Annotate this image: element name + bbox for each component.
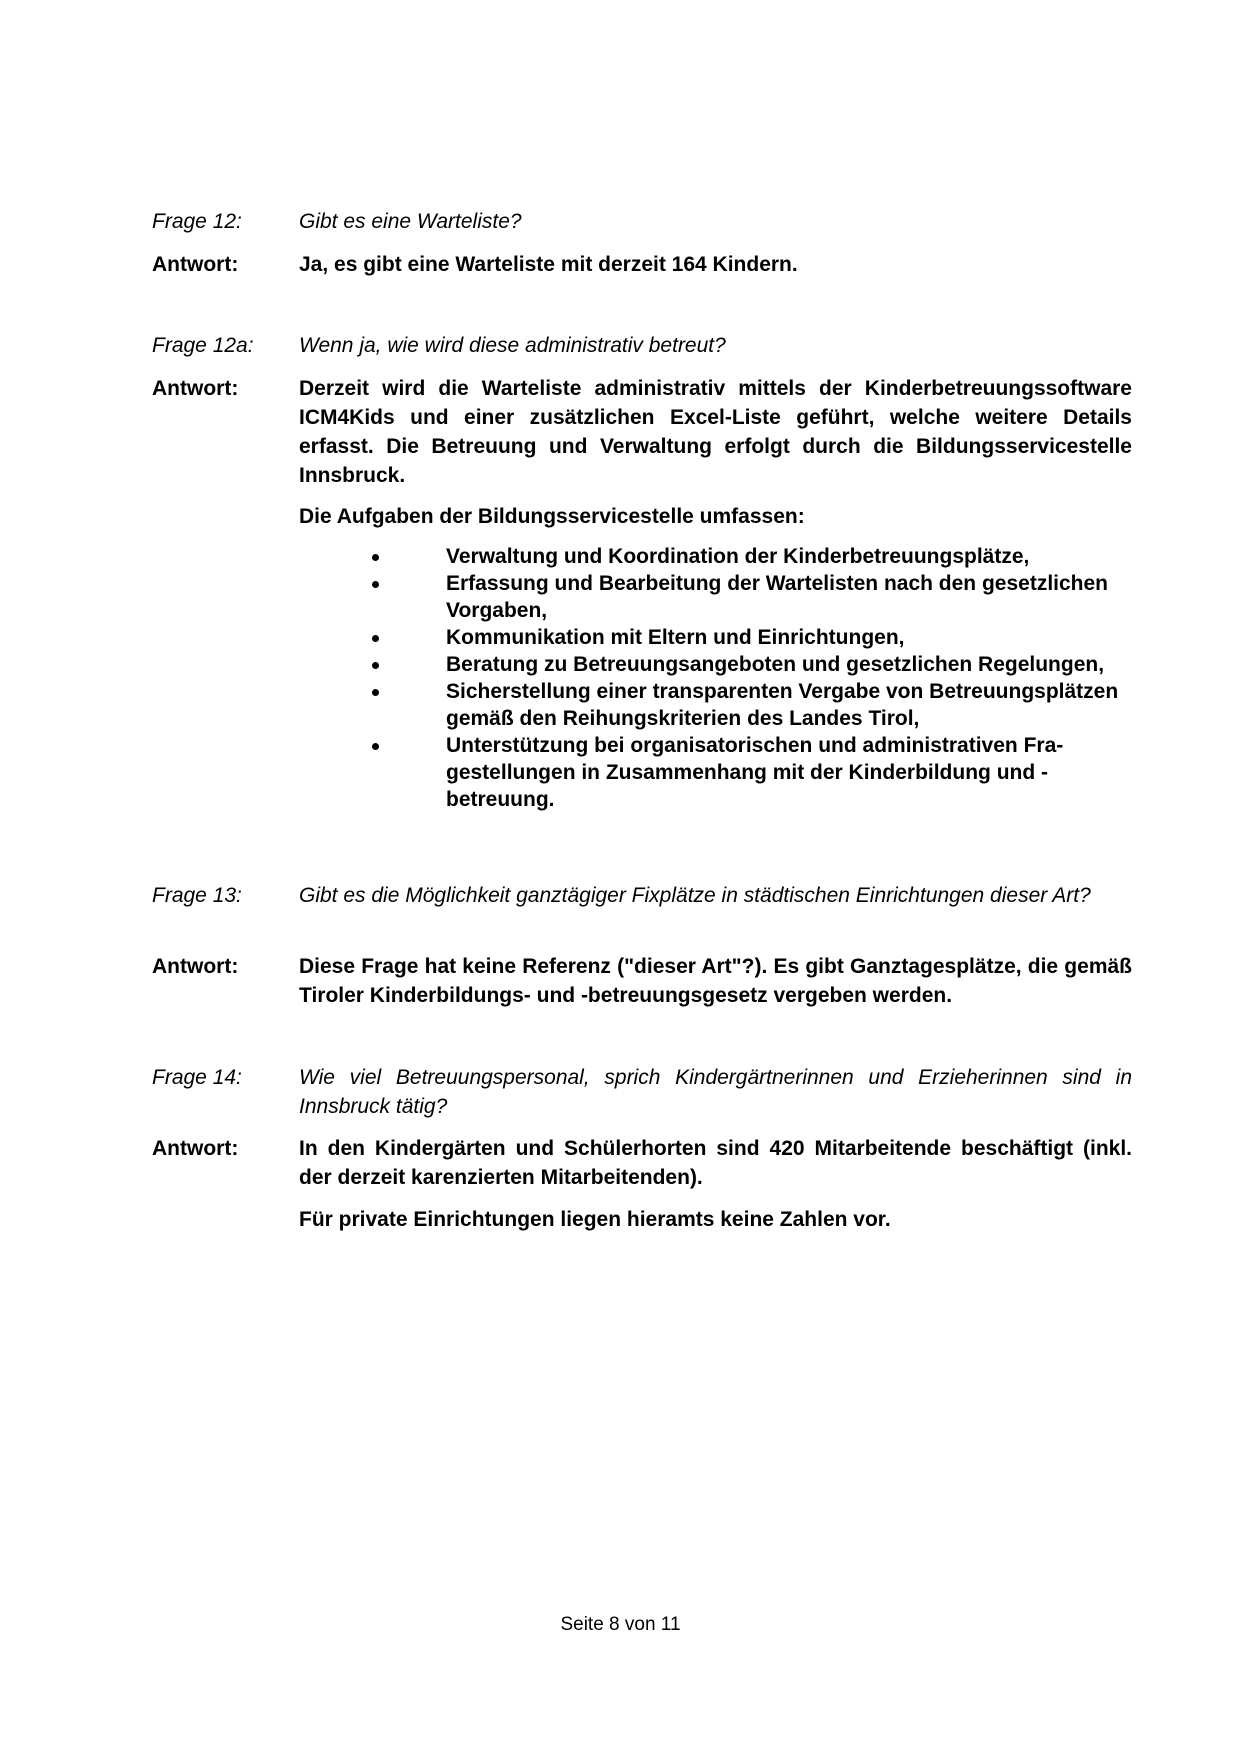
answer-12a: [152, 374, 1132, 490]
answer-12a-paragraph: Die Aufgaben der Bildungsservicestelle umfassen:: [299, 505, 805, 528]
bullet-icon: [372, 743, 379, 750]
answer-text: Derzeit wird die Warteliste administrativ mittels der Kinderbetreuungssoftware ICM4Kids und einer zusätzlichen Excel-Liste geführt, welche weitere Details erfasst. Die Betreuung und Verwaltung erfolgt durch die Bildungsservicestelle Innsbruck.: [299, 377, 1132, 487]
question-label: Frage 12:: [152, 210, 242, 233]
answer-label: Antwort:: [152, 955, 239, 978]
answer-14-paragraph: Für private Einrichtungen liegen hieramts keine Zahlen vor.: [299, 1208, 891, 1231]
bullet-icon: [372, 581, 379, 588]
list-item: Erfassung und Bearbeitung der Wartelisten nach den gesetzlichen Vorgaben,: [299, 570, 1126, 624]
question-label: Frage 13:: [152, 884, 242, 907]
question-12: [152, 207, 1132, 236]
list-item: Kommunikation mit Eltern und Einrichtungen,: [299, 624, 1126, 651]
question-label: Frage 14:: [152, 1066, 242, 1089]
bullet-icon: [372, 689, 379, 696]
bullet-icon: [372, 662, 379, 669]
question-13: [152, 881, 1132, 910]
question-text: Gibt es eine Warteliste?: [299, 210, 522, 233]
page-number: Seite 8 von 11: [560, 1614, 681, 1635]
list-item: Verwaltung und Koordination der Kinderbetreuungsplätze,: [299, 543, 1126, 570]
question-text: Wie viel Betreuungspersonal, sprich Kindergärtnerinnen und Erzieherinnen sind in Innsbruck tätig?: [299, 1066, 1132, 1118]
answer-text: Ja, es gibt eine Warteliste mit derzeit 164 Kindern.: [299, 253, 798, 276]
answer-text: Diese Frage hat keine Referenz ("dieser Art"?). Es gibt Ganztagesplätze, die gemäß Tiroler Kinderbildungs- und -betreuungsgesetz vergeben werden.: [299, 955, 1132, 1007]
bullet-icon: [372, 635, 379, 642]
question-text: Wenn ja, wie wird diese administrativ betreut?: [299, 334, 726, 357]
answer-label: Antwort:: [152, 377, 239, 400]
answer-label: Antwort:: [152, 1137, 239, 1160]
question-14: [152, 1063, 1132, 1121]
tasks-list: [299, 543, 1132, 813]
answer-text: In den Kindergärten und Schülerhorten sind 420 Mitarbeitende beschäftigt (inkl. der derzeit karenzierten Mitarbeitenden).: [299, 1137, 1132, 1189]
answer-13: [152, 952, 1132, 1010]
answer-14: [152, 1134, 1132, 1192]
question-text: Gibt es die Möglichkeit ganztägiger Fixplätze in städtischen Einrichtungen dieser Art?: [299, 884, 1091, 907]
question-label: Frage 12a:: [152, 334, 254, 357]
answer-12: [152, 250, 1132, 279]
list-item: Beratung zu Betreuungsangeboten und gesetzlichen Regelungen,: [299, 651, 1126, 678]
list-item: Unterstützung bei organisatorischen und administrativen Fragestellungen in Zusammenhang mit der Kinderbildung und -betreuung.: [299, 732, 1126, 813]
question-12a: [152, 331, 1132, 360]
answer-label: Antwort:: [152, 253, 239, 276]
list-item: Sicherstellung einer transparenten Vergabe von Betreuungsplätzen gemäß den Reihungskriterien des Landes Tirol,: [299, 678, 1126, 732]
bullet-icon: [372, 554, 379, 561]
